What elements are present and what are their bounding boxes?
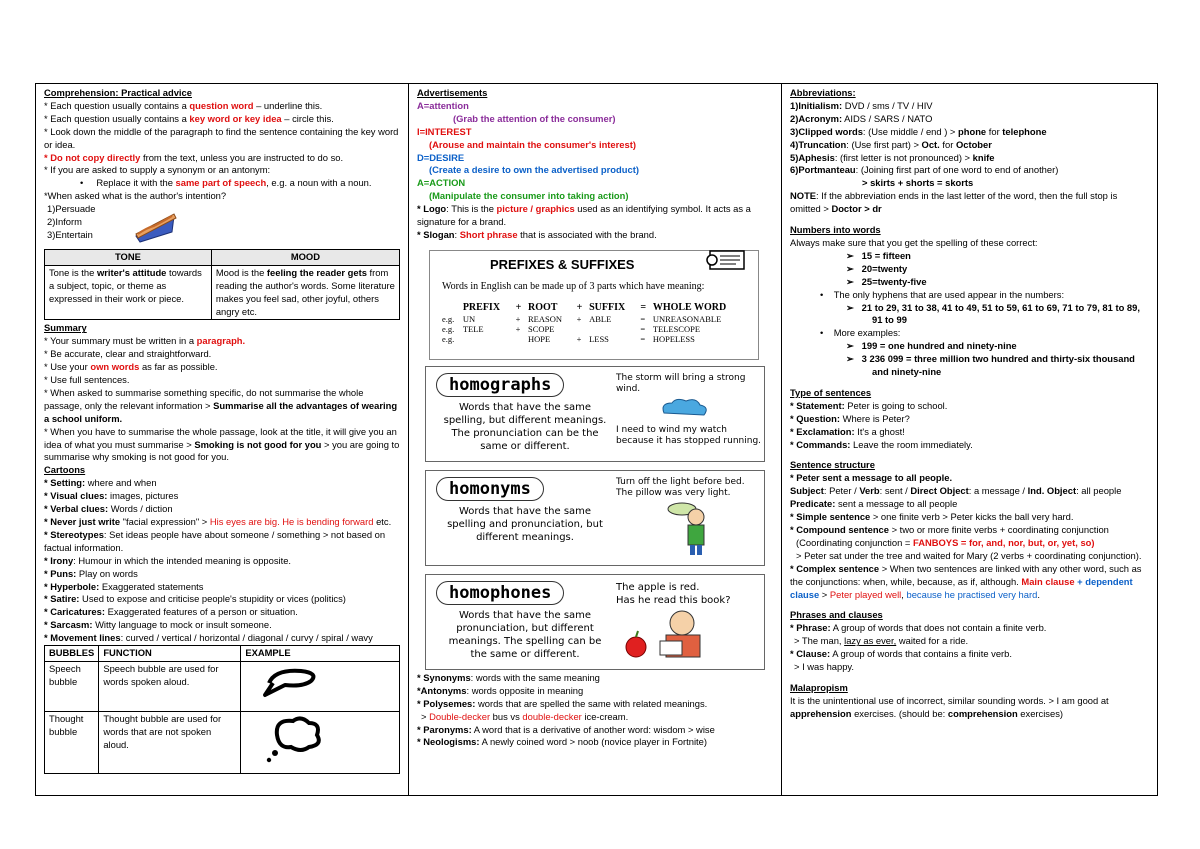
structure-example: * Peter sent a message to all people. (790, 472, 953, 484)
prefix-col: PREFIX (462, 301, 501, 313)
numbers-intro: Always make sure that you get the spelling of these correct: (790, 236, 1038, 248)
homophones-card (425, 574, 765, 670)
abbr-line: 4)Truncation: (Use first part) > Oct. for October (790, 138, 992, 150)
hyphens-bullet: • The only hyphens that are used appear in the numbers: (820, 288, 1065, 300)
tone-header: TONE (45, 249, 212, 265)
homographs-card (425, 366, 765, 462)
malapropism-heading: Malapropism (790, 681, 848, 693)
speech-bubble-function: Speech bubble are used for words spoken aloud. (99, 661, 241, 711)
number-example: ➢ 3 236 099 = three million two hundred and thirty-six thousand and ninety-nine (846, 353, 1135, 378)
aida-attention: A=attention (417, 99, 469, 111)
abbr-line: 6)Portmanteau: (Joining first part of one word to end of another) (790, 164, 1059, 176)
intention-option: 3)Entertain (47, 228, 93, 240)
malapropism-definition: It is the unintentional use of incorrect, similar sounding words. > I am good at apprehension exercises. (should be: comprehension exercises) (790, 694, 1109, 719)
cartoon-term: * Stereotypes: Set ideas people have about someone / something > not based on factual information. (44, 528, 386, 553)
aida-attention-desc: (Grab the attention of the consumer) (453, 112, 616, 124)
abbr-line: 3)Clipped words: (Use middle / end ) > phone for telephone (790, 125, 1047, 137)
whole-word-col: WHOLE WORD (652, 301, 727, 313)
type-line: * Exclamation: It's a ghost! (790, 425, 905, 437)
homophones-example-1: The apple is red. (616, 581, 700, 593)
hyphen-numbers: ➢ 21 to 29, 31 to 38, 41 to 49, 51 to 59, 61 to 69, 71 to 79, 81 to 89, 91 to 99 (846, 301, 1140, 326)
comp-line: * If you are asked to supply a synonym or an antonym: (44, 164, 271, 176)
function-header: FUNCTION (99, 646, 241, 662)
type-line: * Statement: Peter is going to school. (790, 399, 948, 411)
aida-interest: I=INTEREST (417, 125, 472, 137)
numbers-heading: Numbers into words (790, 224, 881, 236)
homographs-title: homographs (436, 373, 564, 397)
compound-example: > Peter sat under the tree and waited for Mary (2 verbs + coordinating conjunction). (796, 549, 1142, 561)
summary-heading: Summary (44, 322, 87, 334)
wind-cloud-icon (656, 395, 716, 421)
study-sheet (35, 83, 1158, 796)
polysemes-line: * Polysemes: words that are spelled the same with related meanings. (417, 697, 708, 709)
aida-desire: D=DESIRE (417, 151, 465, 163)
number-example: ➢ 199 = one hundred and ninety-nine (846, 340, 1017, 352)
cartoon-term: * Irony: Humour in which the intended meaning is opposite. (44, 554, 292, 566)
predicate-line: Predicate: sent a message to all people (790, 498, 958, 510)
tone-mood-table (44, 249, 400, 321)
prefix-table (440, 301, 750, 344)
complex-sentence-line: * Complex sentence > When two sentences are linked with any other word, such as the conjunctions: when, while, because, as if, although. Main clause + dependent clause > Peter played well, because he practised very hard. (790, 562, 1142, 600)
logo-definition: * Logo: This is the picture / graphics used as an identifying symbol. It acts as a signature for a brand. (417, 203, 751, 228)
speech-bubble-label: Speech bubble (45, 661, 99, 711)
comp-line: * Each question usually contains a question word – underline this. (44, 99, 323, 111)
speech-bubble-icon (245, 663, 325, 699)
tone-cell: Tone is the writer's attitude towards a subject, topic, or theme as expressed in their work or piece. (45, 265, 212, 320)
aida-action-desc: (Manipulate the consumer into taking action) (429, 190, 629, 202)
prefixes-title: PREFIXES & SUFFIXES (490, 256, 635, 272)
cartoon-term: * Never just write "facial expression" > His eyes are big. He is bending forward etc. (44, 516, 392, 527)
type-line: * Question: Where is Peter? (790, 412, 910, 424)
aida-interest-desc: (Arouse and maintain the consumer's interest) (429, 138, 636, 150)
prefix-row: e.g. TELE + SCOPE = TELESCOPE (442, 323, 701, 334)
abbr-heading: Abbreviations: (790, 87, 856, 98)
mood-cell: Mood is the feeling the reader gets from reading the author's words. Some literature makes you feel sad, other joyful, others angry etc. (211, 265, 399, 320)
aida-action: A=ACTION (417, 177, 466, 189)
summary-line: * Your summary must be written in a paragraph. (44, 335, 246, 347)
type-line: * Commands: Leave the room immediately. (790, 438, 973, 450)
homonyms-examples (616, 477, 766, 561)
thought-bubble-example (241, 711, 400, 773)
homonyms-example-1: Turn off the light before bed. (616, 476, 745, 487)
homophones-title: homophones (436, 581, 564, 605)
cartoon-term: * Satire: Used to expose and criticise people's stupidity or vices (politics) (44, 593, 346, 605)
speech-bubble-example (241, 661, 400, 711)
boy-with-pillow-icon (660, 499, 720, 557)
thought-bubble-function: Thought bubble are used for words that are not spoken aloud. (99, 711, 241, 773)
homographs-example-1: The storm will bring a strong wind. (616, 372, 746, 394)
prefixes-subtitle: Words in English can be made up of 3 parts which have meaning: (442, 280, 705, 292)
structure-heading: Sentence structure (790, 459, 875, 471)
column-advertisements (409, 84, 782, 795)
equals-sign: = (640, 301, 647, 313)
number-example: ➢ 20=twenty (846, 262, 908, 274)
cartoon-term: * Movement lines: curved / vertical / horizontal / diagonal / curvy / spiral / wavy (44, 632, 373, 644)
portmanteau-example: > skirts + shorts = skorts (862, 177, 974, 189)
homophones-definition: Words that have the same pronunciation, but different meanings. The spelling can be the same or different. (448, 609, 602, 660)
slogan-definition: * Slogan: Short phrase that is associated with the brand. (417, 228, 657, 240)
abbr-line: 1)Initialism: DVD / sms / TV / HIV (790, 99, 933, 111)
comp-line: * Do not copy directly from the text, unless you are instructed to do so. (44, 151, 344, 163)
comprehension-heading: Comprehension: Practical advice (44, 87, 192, 98)
cartoon-term: * Hyperbole: Exaggerated statements (44, 580, 204, 592)
homographs-definition: Words that have the same spelling, but different meanings. The pronunciation can be the same or different. (443, 401, 607, 452)
suffix-col: SUFFIX (589, 301, 626, 313)
cartoon-term: * Caricatures: Exaggerated features of a person or situation. (44, 606, 298, 618)
column-abbreviations (782, 84, 1157, 795)
plus-sign: + (576, 301, 583, 313)
example-header: EXAMPLE (241, 646, 400, 662)
cartoon-term: * Visual clues: images, pictures (44, 490, 179, 502)
comp-line: * Look down the middle of the paragraph to find the sentence containing the key word or idea. (44, 125, 399, 150)
word-terms (417, 672, 773, 749)
comp-bullet: • Replace it with the same part of speech, e.g. a noun with a noun. (80, 177, 372, 189)
prefixes-suffixes-card (429, 250, 759, 360)
bubbles-table (44, 645, 400, 774)
ads-heading: Advertisements (417, 87, 488, 98)
homonyms-card (425, 470, 765, 566)
homonyms-definition: Words that have the same spelling and pronunciation, but different meanings. (447, 505, 603, 543)
fanboys-line: (Coordinating conjunction = FANBOYS = for, and, nor, but, or, yet, so) (796, 536, 1095, 548)
thought-bubble-icon (245, 713, 335, 767)
number-example: ➢ 15 = fifteen (846, 249, 911, 261)
summary-line: * Use your own words as far as possible. (44, 361, 218, 373)
cartoons-heading: Cartoons (44, 464, 86, 476)
prefix-row: e.g. UN + REASON + ABLE = UNREASONABLE (442, 313, 722, 324)
homographs-examples (616, 373, 766, 447)
polysemes-example: > Double-decker bus vs double-decker ice-cream. (421, 710, 629, 722)
intention-option: 2)Inform (47, 216, 82, 228)
pie-image (132, 210, 178, 244)
antonyms-line: *Antonyms: words opposite in meaning (417, 684, 584, 696)
summary-line: * When you have to summarise the whole passage, look at the title, it will give you an idea of what you must summarise > Smoking is not good for you > you are going to summarise why smoking is not good for you. (44, 425, 400, 463)
summary-line: * Be accurate, clear and straightforward. (44, 348, 212, 360)
compound-sentence-line: * Compound sentence > two or more finite verbs + coordinating conjunction (790, 524, 1109, 535)
number-example: ➢ 25=twenty-five (846, 275, 927, 287)
root-col: ROOT (528, 301, 558, 313)
abbr-line: 2)Acronym: AIDS / SARS / NATO (790, 112, 933, 124)
abbr-note: NOTE: If the abbreviation ends in the last letter of the word, then the full stop is omitted > Doctor > dr (790, 190, 1118, 215)
cartoon-term: * Setting: where and when (44, 477, 157, 489)
phrase-line: * Phrase: A group of words that does not contain a finite verb. (790, 622, 1047, 634)
synonyms-line: * Synonyms: words with the same meaning (417, 671, 600, 683)
paronyms-line: * Paronyms: A word that is a derivative of another word: wisdom > wise (417, 723, 715, 735)
clause-example: > I was happy. (794, 661, 855, 673)
abbr-line: 5)Aphesis: (first letter is not pronounced) > knife (790, 151, 995, 163)
simple-sentence-line: * Simple sentence > one finite verb > Peter kicks the ball very hard. (790, 511, 1074, 523)
homophones-examples (616, 581, 766, 665)
cartoon-term: * Puns: Play on words (44, 567, 138, 579)
neologisms-line: * Neologisms: A newly coined word > noob (novice player in Fortnite) (417, 736, 707, 748)
mood-header: MOOD (211, 249, 399, 265)
plus-sign: + (515, 301, 522, 313)
scroll-icon (706, 245, 750, 275)
structure-parts: Subject: Peter / Verb: sent / Direct Object: a message / Ind. Object: all people (790, 485, 1122, 497)
homophones-example-2: Has he read this book? (616, 594, 731, 606)
summary-line: * When asked to summarise something specific, do not summarise the whole passage, only the relevant information > Summarise all the advantages of wearing a school uniform. (44, 386, 398, 424)
thought-bubble-label: Thought bubble (45, 711, 99, 773)
column-comprehension (36, 84, 409, 795)
prefix-row: e.g. HOPE + LESS = HOPELESS (442, 333, 695, 344)
summary-line: * Use full sentences. (44, 374, 130, 386)
more-examples-bullet: • More examples: (820, 327, 901, 339)
homonyms-title: homonyms (436, 477, 544, 501)
cartoon-term: * Verbal clues: Words / diction (44, 503, 173, 515)
intention-option: 1)Persuade (47, 203, 96, 215)
aida-desire-desc: (Create a desire to own the advertised product) (429, 164, 639, 176)
types-heading: Type of sentences (790, 386, 872, 398)
homographs-example-2: I need to wind my watch because it has stopped running. (616, 424, 762, 446)
phrases-heading: Phrases and clauses (790, 609, 883, 621)
comp-line: * Each question usually contains a key word or key idea – circle this. (44, 112, 334, 124)
clause-line: * Clause: A group of words that contains a finite verb. (790, 648, 1013, 660)
homonyms-example-2: The pillow was very light. (616, 487, 731, 498)
phrase-example: > The man, lazy as ever, waited for a ride. (794, 635, 969, 647)
apple-and-reader-icon (620, 607, 720, 661)
comp-line: *When asked what is the author's intention? (44, 190, 227, 202)
cartoon-term: * Sarcasm: Witty language to mock or insult someone. (44, 619, 272, 631)
bubbles-header: BUBBLES (45, 646, 99, 662)
